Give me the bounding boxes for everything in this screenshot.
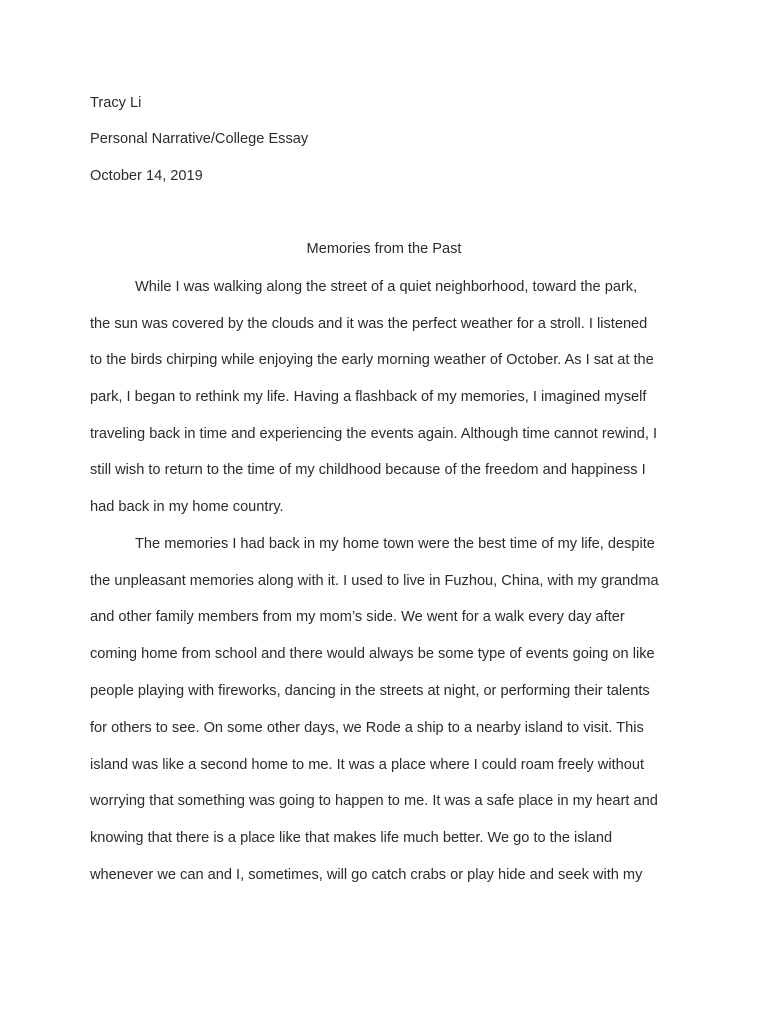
essay-title: Memories from the Past: [306, 241, 462, 257]
course-title: Personal Narrative/College Essay: [90, 131, 309, 147]
paragraph-line: park, I began to rethink my life. Having a flashback of my memories, I imagined myself: [90, 389, 647, 405]
author-name: Tracy Li: [90, 95, 142, 111]
paragraph-line: worrying that something was going to happen to me. It was a safe place in my heart and: [90, 793, 658, 809]
paragraph-line: The memories I had back in my home town were the best time of my life, despite: [135, 536, 655, 552]
paragraph-line: the sun was covered by the clouds and it was the perfect weather for a stroll. I listened: [90, 316, 648, 332]
paragraph-line: coming home from school and there would always be some type of events going on like: [90, 646, 655, 662]
paragraph-line: people playing with fireworks, dancing in the streets at night, or performing their talents: [90, 683, 650, 699]
paragraph-line: the unpleasant memories along with it. I used to live in Fuzhou, China, with my grandma: [90, 573, 659, 589]
paragraph-line: had back in my home country.: [90, 499, 284, 515]
paragraph-line: to the birds chirping while enjoying the early morning weather of October. As I sat at the: [90, 352, 654, 368]
paragraph-line: and other family members from my mom’s side. We went for a walk every day after: [90, 609, 625, 625]
paragraph-line: knowing that there is a place like that makes life much better. We go to the island: [90, 830, 613, 846]
paragraph-line: still wish to return to the time of my childhood because of the freedom and happiness I: [90, 462, 646, 478]
essay-date: October 14, 2019: [90, 168, 203, 184]
paragraph-line: traveling back in time and experiencing the events again. Although time cannot rewind, I: [90, 426, 658, 442]
paragraph-line: for others to see. On some other days, we Rode a ship to a nearby island to visit. This: [90, 720, 644, 736]
paragraph-line: While I was walking along the street of a quiet neighborhood, toward the park,: [135, 279, 638, 295]
paragraph-line: whenever we can and I, sometimes, will go catch crabs or play hide and seek with my: [90, 867, 643, 883]
paragraph-line: island was like a second home to me. It was a place where I could roam freely without: [90, 757, 645, 773]
